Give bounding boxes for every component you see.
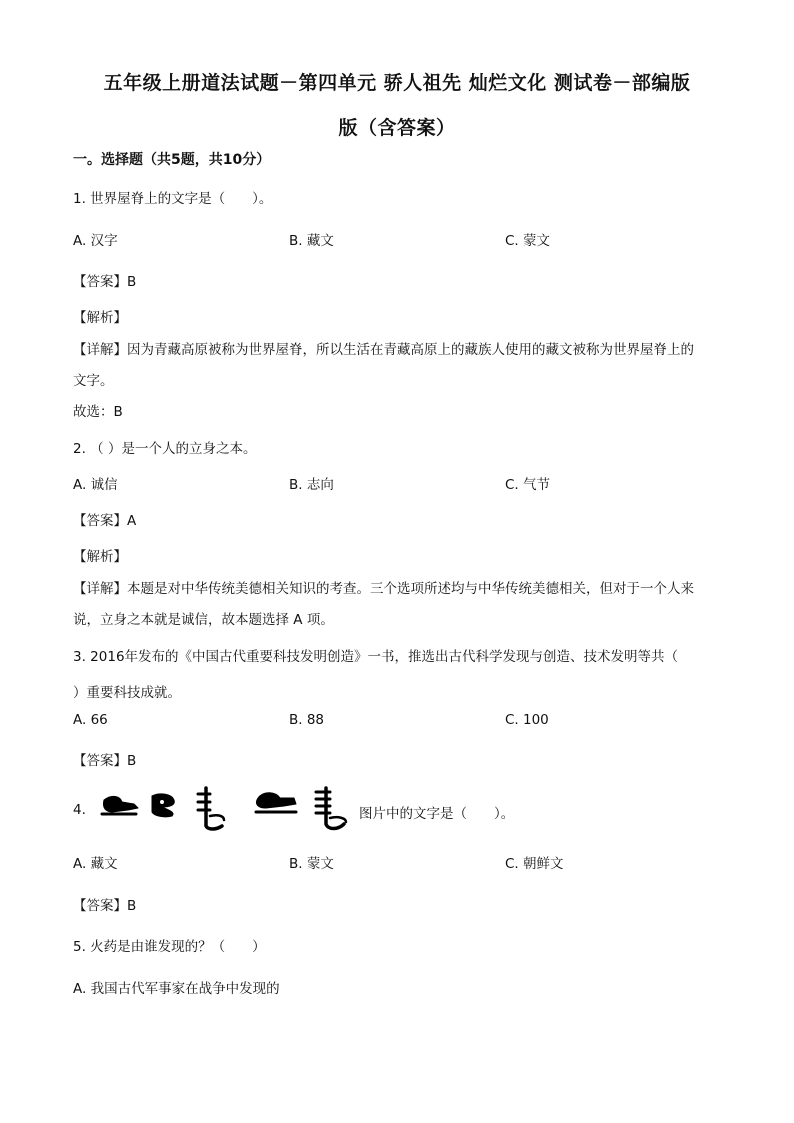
q3-stem-line1: 3. 2016年发布的《中国古代重要科技发明创造》一书，推选出古代科学发现与创造、技术发明等共（ — [73, 649, 679, 665]
document-title-line2: 版（含答案） — [338, 117, 456, 139]
q2-stem: 2. （ ）是一个人的立身之本。 — [73, 441, 257, 457]
q1-detail-line1: 【详解】因为青藏高原被称为世界屋脊，所以生活在青藏高原上的藏族人使用的藏文被称为世界屋脊上的 — [73, 342, 694, 358]
section-heading: 一。选择题（共5题，共10分） — [73, 152, 271, 168]
q1-detail-line2: 文字。 — [73, 373, 114, 389]
q3-answer: 【答案】B — [73, 753, 137, 769]
q5-option-a: A. 我国古代军事家在战争中发现的 — [73, 981, 280, 997]
q3-option-b: B. 88 — [289, 712, 325, 728]
q4-stem: 图片中的文字是（ ）。 — [359, 806, 515, 822]
q4-number: 4. — [73, 802, 86, 818]
q1-stem: 1. 世界屋脊上的文字是（ ）。 — [73, 191, 273, 207]
q4-option-c: C. 朝鲜文 — [505, 856, 564, 872]
q1-option-b: B. 藏文 — [289, 233, 334, 249]
mongolian-script-image — [98, 786, 354, 834]
q3-option-c: C. 100 — [505, 712, 549, 728]
q4-option-b: B. 蒙文 — [289, 856, 334, 872]
q2-answer: 【答案】A — [73, 513, 137, 529]
q2-analysis-label: 【解析】 — [73, 549, 127, 565]
q1-analysis-label: 【解析】 — [73, 310, 127, 326]
q5-stem: 5. 火药是由谁发现的？（ ） — [73, 939, 266, 955]
q1-answer: 【答案】B — [73, 274, 137, 290]
q2-option-c: C. 气节 — [505, 477, 551, 493]
q3-option-a: A. 66 — [73, 712, 108, 728]
q1-option-a: A. 汉字 — [73, 233, 118, 249]
q2-detail-line1: 【详解】本题是对中华传统美德相关知识的考查。三个选项所述均与中华传统美德相关，但对于一个人来 — [73, 581, 694, 597]
q2-detail-line2: 说，立身之本就是诚信，故本题选择 A 项。 — [73, 612, 334, 628]
q2-option-b: B. 志向 — [289, 477, 334, 493]
document-title-line1: 五年级上册道法试题－第四单元 骄人祖先 灿烂文化 测试卷－部编版 — [103, 72, 691, 94]
q1-option-c: C. 蒙文 — [505, 233, 551, 249]
q2-option-a: A. 诚信 — [73, 477, 118, 493]
q4-answer: 【答案】B — [73, 898, 137, 914]
q3-stem-line2: ）重要科技成就。 — [73, 685, 181, 701]
q4-option-a: A. 藏文 — [73, 856, 118, 872]
q1-choice: 故选：B — [73, 404, 123, 420]
